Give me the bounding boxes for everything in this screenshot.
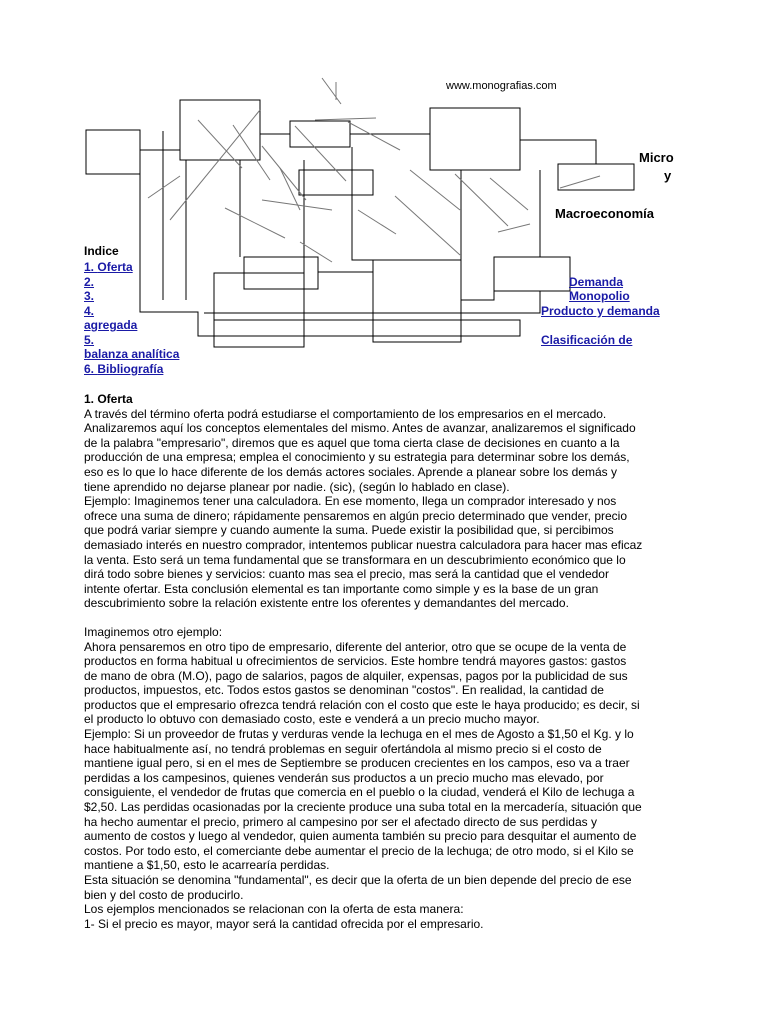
section-ejemplo-text (84, 625, 694, 931)
text-line: intente ofertar. Esta conclusión elemental es tan importante como simple y es la base de un gran (84, 581, 599, 596)
index-link-oferta[interactable] (84, 260, 133, 274)
index-label: Bibliografía (97, 362, 164, 376)
index-heading: Indice (84, 244, 119, 258)
text-line: perdidas a los campesinos, quienes venderán sus productos a un precio mucho mas elevado, por (84, 770, 604, 785)
title-y: y (664, 168, 672, 183)
text-line: dirá todo sobre bienes y servicios: cuanto mas sea el precio, mas será la cantidad que el vendedor (84, 567, 609, 582)
text-line: que podrá variar siempre y cuando aumente la suma. Puede existir la posibilidad que, si percibimos (84, 523, 614, 538)
text-line: mantiene igual pero, si en el mes de Septiembre se producen crecientes en los campos, eso va a traer (84, 756, 630, 771)
text-line: $2,50. Las perdidas ocasionadas por la creciente produce una suba total en la mercadería, situación que (84, 800, 642, 815)
index-link-bibliografia[interactable] (84, 362, 163, 376)
index-number-monopolio[interactable]: 3. (84, 289, 95, 303)
text-line: productos en forma habitual u ofrecimientos de servicios. Este hombre tendrá mayores gastos: gastos (84, 654, 627, 669)
text-line: de mano de obra (M.O), pago de salarios, pagos de alquiler, expensas, pagos por la publicidad de sus (84, 668, 628, 683)
index-number-producto[interactable]: 4. (84, 304, 95, 318)
text-line: la venta. Esto será un tema fundamental que se transformara en un descubrimiento económico que lo (84, 552, 626, 567)
section-heading-oferta: 1. Oferta (84, 392, 133, 406)
text-line: productos que el empresario ofrezca tendrá relación con el costo que este le haya producido; es decir, si (84, 697, 640, 712)
index-number-demanda[interactable]: 2. (84, 275, 95, 289)
text-line: ofrece una suma de dinero; rápidamente pensaremos en algún precio determinado que vender, precio (84, 508, 628, 523)
text-line: Ejemplo: Si un proveedor de frutas y verduras vende la lechuga en el mes de Agosto a $1,50 el Kg. y lo (84, 727, 634, 742)
text-line: consiguiente, el vendedor de frutas que comercia en el pueblo o la ciudad, venderá el Kilo de lechuga a (84, 785, 635, 800)
index-link-agregada[interactable]: agregada (84, 318, 138, 332)
text-line: eso es lo que lo hace diferente de los demás actores sociales. Aprende a planear sobre los demás y (84, 464, 617, 479)
text-line: A través del término oferta podrá estudiarse el comportamiento de los empresarios en el mercado. (84, 406, 607, 421)
text-line: bien y del costo de producirlo. (84, 887, 244, 902)
text-line: producción de una empresa; emplea el conocimiento y su estrategia para determinar sobre los demás, (84, 450, 630, 465)
text-line: 1- Si el precio es mayor, mayor será la cantidad ofrecida por el empresario. (84, 916, 484, 931)
index-link-balanza[interactable]: balanza analítica (84, 347, 180, 361)
title-macro: Macroeconomía (555, 206, 654, 221)
index-link-producto-demanda[interactable]: Producto y demanda (541, 304, 660, 318)
text-line: demasiado interés en nuestro comprador, intentemos publicar nuestra calculadora para hacer mas eficaz (84, 537, 643, 552)
index-label: Oferta (97, 260, 133, 274)
text-line: Esta situación se denomina "fundamental", es decir que la oferta de un bien depende del precio de ese (84, 873, 632, 887)
text-line: el producto lo obtuvo con demasiado costo, este e venderá a un precio mucho mayor. (84, 712, 540, 727)
text-line: Imaginemos otro ejemplo: (84, 624, 223, 639)
index-number: 1. (84, 260, 95, 274)
text-line: costos. Por todo esto, el comerciante debe aumentar el precio de la lechuga; de otro modo, si el Kilo se (84, 843, 634, 858)
paragraph-gap (84, 611, 694, 625)
index-number-clasificacion[interactable]: 5. (84, 333, 95, 347)
text-line: de la palabra "empresario", diremos que es aquel que toma cierta clase de decisiones en cuanto a la (84, 435, 620, 450)
text-line: tiene aprendido no dejarse planear por nadie. (sic), (según lo hablado en clase). (84, 479, 510, 494)
text-line: hace habitualmente así, no tendrá problemas en seguir ofertándola al mismo precio si el costo de (84, 741, 602, 756)
text-line: aumento de costos y luego al vendedor, quien aumenta también su precio para desquitar el aumento de (84, 829, 637, 844)
index-link-monopolio[interactable]: Monopolio (569, 289, 630, 303)
text-line: Ahora pensaremos en otro tipo de empresario, diferente del anterior, otro que se ocupe de la venta de (84, 639, 627, 654)
title-micro: Micro (639, 150, 674, 165)
text-line: productos, impuestos, etc. Todos estos gastos se denominan "costos". En realidad, la cantidad de (84, 683, 604, 698)
text-line: mantiene a $1,50, esto le acarrearía perdidas. (84, 858, 330, 873)
text-line: ha hecho aumentar el precio, primero al campesino por ser el afectado directo de sus perdidas y (84, 814, 597, 829)
index-number: 6. (84, 362, 95, 376)
text-line: Ejemplo: Imaginemos tener una calculadora. En ese momento, llega un comprador interesado y nos (84, 494, 617, 509)
site-url: www.monografias.com (446, 80, 557, 92)
decorative-diagram (0, 0, 768, 400)
text-line: descubrimiento sobre la relación existente entre los oferentes y demandantes del mercado. (84, 596, 569, 611)
section-oferta-text (84, 407, 694, 611)
index-link-clasificacion[interactable]: Clasificación de (541, 333, 633, 347)
article-body (84, 392, 694, 931)
text-line: Los ejemplos mencionados se relacionan con la oferta de esta manera: (84, 902, 464, 917)
index-link-demanda[interactable]: Demanda (569, 275, 624, 289)
text-line: Analizaremos aquí los conceptos elementales del mismo. Antes de avanzar, analizaremos el significado (84, 421, 636, 436)
